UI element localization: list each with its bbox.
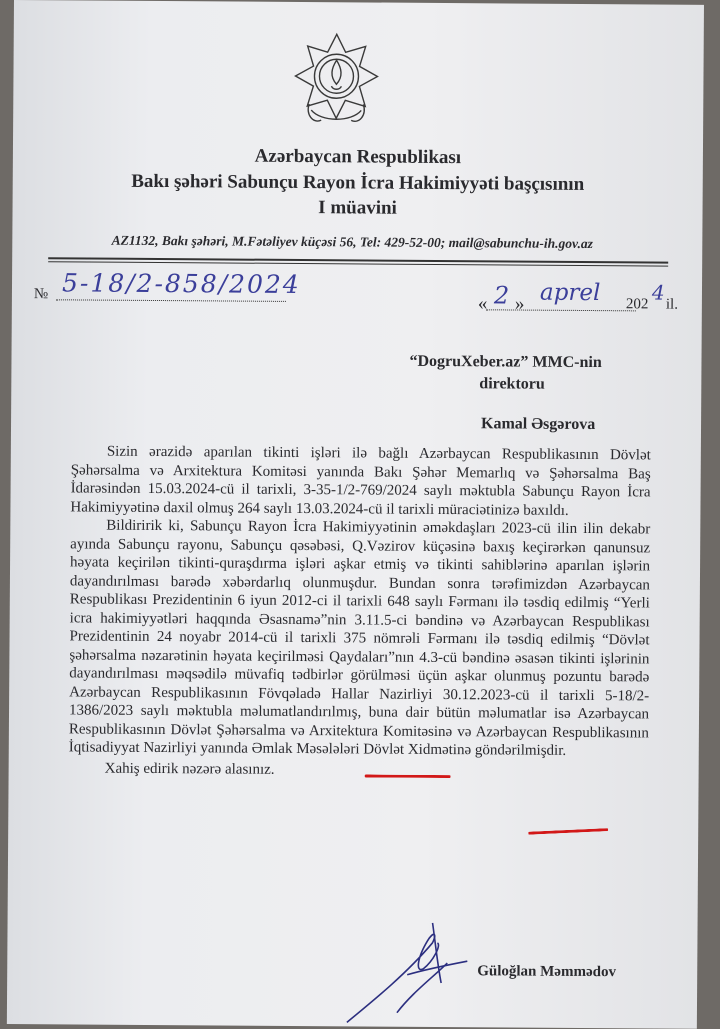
date-suffix: il. xyxy=(665,296,679,313)
date-underline xyxy=(486,309,636,311)
number-underline xyxy=(56,299,286,302)
letter-sheet xyxy=(7,0,704,1029)
date-day: 2 xyxy=(493,281,510,310)
recipient-name: Kamal Əsgərova xyxy=(480,415,596,434)
body-paragraph-1: Sizin ərazidə aparılan tikinti işləri ilə bağlı Azərbaycan Respublikasının Dövlət Şəhərsalma və Arxitektura Komitəsi yanında Bakı Şəhər Memarlıq və Şəhərsalma Baş İdarəsindən 15.03.2024-cü il tarixli, 3-35-1/2-769/2024 saylı məktubla Sabunçu Rayon İcra Hakimiyyətinə daxil olmuş 264 saylı 13.03.2024-cü il tarixli müraciətinizə baxıldı. xyxy=(70,443,651,519)
header-office: Bakı şəhəri Sabunçu Rayon İcra Hakimiyyəti başçısının xyxy=(131,170,585,195)
date-year-printed: 202 xyxy=(625,296,649,313)
number-prefix: № xyxy=(33,286,49,303)
recipient-title: direktoru xyxy=(479,375,545,393)
body-paragraph-2: Bildiririk ki, Sabunçu Rayon İcra Hakimiyyətinin əməkdaşları 2023-cü ilin ilin dekabr ayında Sabunçu rayonu, Sabunçu qəsəbəsi, Q.Vəzirov küçəsinə baxış keçirərkən qanunsuz həyata keçirilən tikinti-quraşdırma işləri aşkar etmiş və tikinti sahiblərinə aparılan işlərin dayandırılması barədə xəbərdarlıq olunmuşdur. Bundan sonra tərəfimizdən Azərbaycan Respublikası Prezidentinin 6 iyun 2012-ci il tarixli 648 saylı Fərmanı ilə təsdiq edilmiş “Yerli icra hakimiyyətləri haqqında Əsasnamə”nin 3.11.5-ci bəndinə və Azərbaycan Respublikası Prezidentinin 24 noyabr 2014-cü il tarixli 375 nömrəli Fərmanı ilə təsdiq edilmiş “Dövlət şəhərsalma nəzarətinin həyata keçirilməsi Qaydaları”nın 4.3-cü bəndinə əsasən tikinti işlərinin dayandırılması məqsədilə müvafiq tədbirlər görülməsi üçün aşkar olunmuş pozuntu barədə Azərbaycan Respublikasının Fövqəladə Hallar Nazirliyi 30.12.2023-cü il tarixli 5-18/2-1386/2023 saylı məktubla məlumatlandırılmış, buna dair bütün məlumatlar isə Azərbaycan Respublikasının Dövlət Şəhərsalma və Arxitektura Komitəsinə və Azərbaycan Respublikasının İqtisadiyyat Nazirliyi yanında Əmlak Məsələləri Dövlət Xidmətinə göndərilmişdir. xyxy=(68,517,651,759)
coat-of-arms-emblem xyxy=(291,30,382,131)
signatory-name: Güloğlan Məmmədov xyxy=(477,963,617,981)
date-close-quote: » xyxy=(514,293,525,315)
date-month: aprel xyxy=(539,279,601,307)
red-underline-mark xyxy=(528,828,608,835)
red-underline-mark xyxy=(365,774,451,778)
date-open-quote: « xyxy=(477,293,488,315)
document-number: 5-18/2-858/2024 xyxy=(61,268,301,300)
header-position: I müavini xyxy=(318,197,397,219)
closing-line: Xahiş edirik nəzərə alasınız. xyxy=(104,760,275,778)
handwritten-signature xyxy=(337,902,478,1027)
letter-body xyxy=(69,442,651,781)
recipient-org: “DogruXeber.az” MMC-nin xyxy=(409,352,602,372)
header-country: Azərbaycan Respublikası xyxy=(254,145,462,169)
address-line: AZ1132, Bakı şəhəri, M.Fətəliyev küçəsi 56, Tel: 429-52-00; mail@sabunchu-ih.gov.az xyxy=(111,232,593,252)
date-year-handwritten: 4 xyxy=(651,280,665,305)
